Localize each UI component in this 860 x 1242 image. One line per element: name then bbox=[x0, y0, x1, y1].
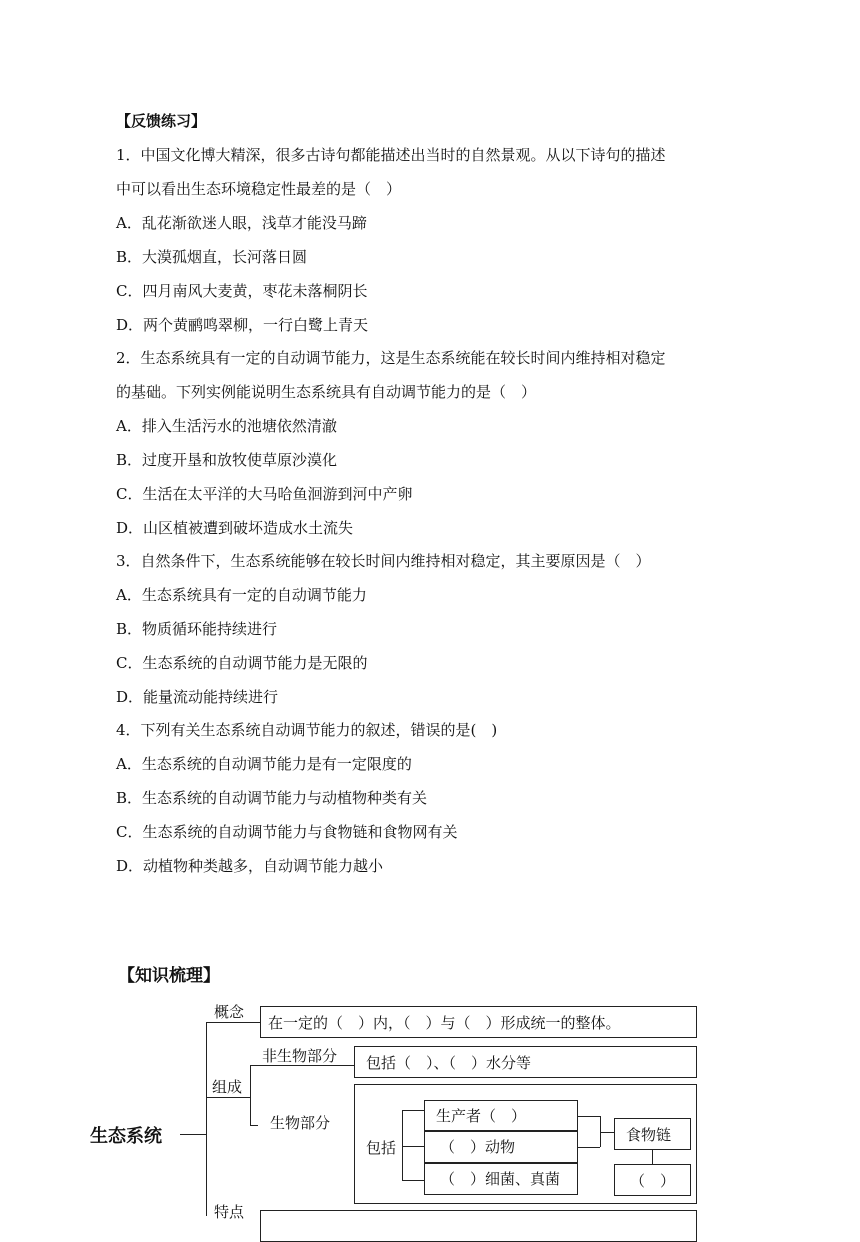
include-label: 包括 bbox=[366, 1139, 397, 1157]
consumer-text: （ ）动物 bbox=[440, 1138, 516, 1156]
q4-option-b: B．生态系统的自动调节能力与动植物种类有关 bbox=[116, 789, 428, 807]
question-1-line-2: 中可以看出生态环境稳定性最差的是（ ） bbox=[116, 180, 402, 198]
food-web-blank: （ ） bbox=[630, 1172, 676, 1190]
question-2-line-1: 2．生态系统具有一定的自动调节能力，这是生态系统能在较长时间内维持相对稳定 bbox=[116, 349, 666, 367]
composition-label: 组成 bbox=[212, 1078, 243, 1096]
include-bracket bbox=[402, 1110, 403, 1180]
q2-option-a: A．排入生活污水的池塘依然清澈 bbox=[116, 417, 337, 435]
q2-option-c: C．生活在太平洋的大马哈鱼洄游到河中产卵 bbox=[116, 485, 413, 503]
decomposer-text: （ ）细菌、真菌 bbox=[440, 1170, 561, 1188]
fc-connector bbox=[600, 1132, 614, 1133]
food-chain-text: 食物链 bbox=[626, 1126, 672, 1144]
q1-option-b: B．大漠孤烟直，长河落日圆 bbox=[116, 248, 308, 266]
composition-underline bbox=[206, 1097, 250, 1098]
q4-option-d: D．动植物种类越多，自动调节能力越小 bbox=[116, 857, 384, 875]
q1-option-a: A．乱花渐欲迷人眼，浅草才能没马蹄 bbox=[116, 214, 367, 232]
feature-box bbox=[260, 1210, 697, 1242]
question-1-line-1: 1．中国文化博大精深，很多古诗句都能描述出当时的自然景观。从以下诗句的描述 bbox=[116, 146, 666, 164]
food-web-connector bbox=[652, 1150, 653, 1164]
producer-text: 生产者（ ） bbox=[436, 1107, 527, 1125]
feature-label: 特点 bbox=[214, 1203, 245, 1221]
concept-map bbox=[0, 990, 860, 1221]
question-2-line-2: 的基础。下列实例能说明生态系统具有自动调节能力的是（ ） bbox=[116, 383, 537, 401]
q1-option-c: C．四月南风大麦黄，枣花未落桐阴长 bbox=[116, 282, 368, 300]
question-4: 4．下列有关生态系统自动调节能力的叙述，错误的是( ) bbox=[116, 721, 498, 739]
q1-option-d: D．两个黄鹂鸣翠柳，一行白鹭上青天 bbox=[116, 316, 369, 334]
q3-option-a: A．生态系统具有一定的自动调节能力 bbox=[116, 586, 367, 604]
knowledge-heading: 【知识梳理】 bbox=[118, 966, 220, 986]
q4-option-a: A．生态系统的自动调节能力是有一定限度的 bbox=[116, 755, 412, 773]
q2-option-d: D．山区植被遭到破坏造成水土流失 bbox=[116, 519, 354, 537]
concept-label: 概念 bbox=[214, 1003, 245, 1021]
fc-bracket-top bbox=[578, 1116, 600, 1117]
abiotic-text: 包括（ ）、（ ）水分等 bbox=[366, 1054, 532, 1072]
concept-underline bbox=[206, 1022, 260, 1023]
composition-spine bbox=[250, 1065, 251, 1125]
root-connector bbox=[180, 1134, 206, 1135]
bracket-mid bbox=[402, 1146, 424, 1147]
biotic-label: 生物部分 bbox=[270, 1114, 331, 1132]
feedback-heading: 【反馈练习】 bbox=[116, 112, 207, 130]
biotic-connector bbox=[250, 1125, 258, 1126]
q3-option-c: C．生态系统的自动调节能力是无限的 bbox=[116, 654, 368, 672]
q2-option-b: B．过度开垦和放牧使草原沙漠化 bbox=[116, 451, 338, 469]
bracket-top bbox=[402, 1110, 424, 1111]
abiotic-underline bbox=[250, 1065, 354, 1066]
abiotic-label: 非生物部分 bbox=[262, 1047, 338, 1065]
fc-bracket-bottom bbox=[578, 1147, 600, 1148]
q4-option-c: C．生态系统的自动调节能力与食物链和食物网有关 bbox=[116, 823, 458, 841]
main-spine bbox=[206, 1022, 207, 1216]
question-3: 3．自然条件下，生态系统能够在较长时间内维持相对稳定，其主要原因是（ ） bbox=[116, 552, 651, 570]
root-label: 生态系统 bbox=[90, 1126, 162, 1147]
bracket-bottom bbox=[402, 1180, 424, 1181]
q3-option-b: B．物质循环能持续进行 bbox=[116, 620, 278, 638]
concept-text: 在一定的（ ）内，（ ）与（ ）形成统一的整体。 bbox=[268, 1014, 621, 1032]
q3-option-d: D．能量流动能持续进行 bbox=[116, 688, 279, 706]
